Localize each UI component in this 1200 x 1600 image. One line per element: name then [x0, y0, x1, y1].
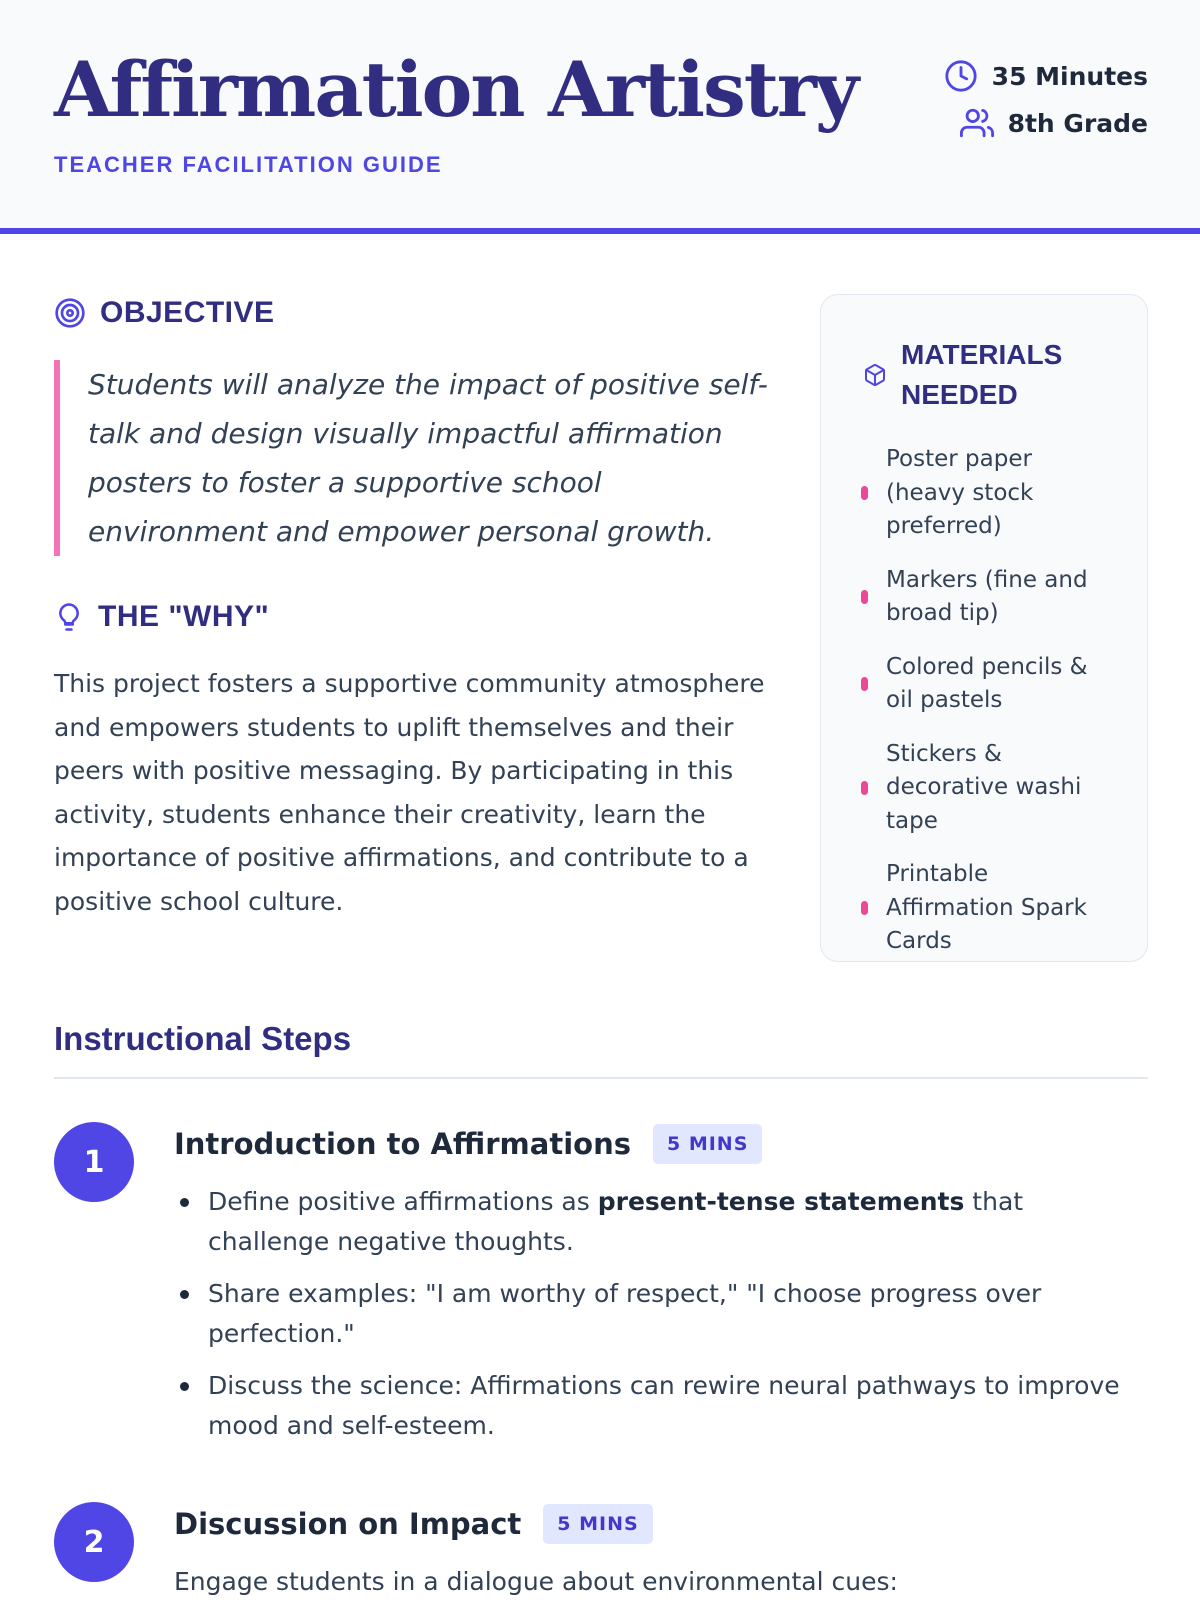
list-item — [861, 738, 1131, 839]
objective-text: Students will analyze the impact of positive self-talk and design visually impactful affirmation posters to foster a supportive school environment and empower personal growth. — [54, 360, 774, 556]
package-icon — [863, 363, 887, 387]
material-label: Markers (fine and broad tip) — [886, 566, 1088, 626]
divider — [54, 1077, 1148, 1079]
step-title: Introduction to Affirmations — [174, 1127, 631, 1161]
material-label: Poster paper (heavy stock preferred) — [886, 446, 1034, 539]
materials-title: MATERIALS NEEDED — [901, 339, 1063, 410]
list-item — [861, 564, 1131, 631]
duration-badge: 5 MINS — [543, 1504, 652, 1544]
step-bullets — [174, 1182, 1134, 1458]
bullet-dot — [861, 677, 868, 691]
step-title: Discussion on Impact — [174, 1507, 522, 1541]
step-header — [174, 1124, 762, 1164]
bullet-dot — [861, 901, 868, 915]
duration-row — [944, 58, 1148, 94]
grade-label: 8th Grade — [1007, 108, 1148, 138]
bullet-dot — [861, 590, 868, 604]
bullet-emphasis: present-tense statements — [597, 1187, 965, 1216]
material-label: Colored pencils & oil pastels — [886, 653, 1088, 713]
materials-card — [820, 294, 1148, 962]
objective-heading — [54, 296, 275, 330]
why-text: This project fosters a supportive community atmosphere and empowers students to uplift themselves and their peers with positive messaging. By participating in this activity, students enhance their creativity, learn the importance of positive affirmations, and contribute to a positive school culture. — [54, 669, 765, 916]
duration-label: 35 Minutes — [991, 61, 1148, 91]
bullet-text: that challenge negative thoughts. — [208, 1187, 1024, 1256]
bullet-text: Define positive affirmations as — [208, 1187, 598, 1216]
bullet-text: Discuss the science: Affirmations can rewire neural pathways to improve mood and self-esteem. — [208, 1371, 1120, 1440]
why-title: THE "WHY" — [98, 600, 270, 633]
bullet-dot — [861, 486, 868, 500]
materials-heading — [863, 335, 1101, 415]
why-heading — [54, 600, 269, 634]
bullet-text: Share examples: "I am worthy of respect," "I choose progress over perfection." — [208, 1279, 1042, 1348]
list-item — [861, 858, 1131, 959]
clock-icon — [944, 59, 978, 93]
steps-heading: Instructional Steps — [54, 1020, 352, 1057]
list-item — [861, 651, 1131, 718]
grade-row — [944, 105, 1148, 141]
list-item — [174, 1274, 1134, 1354]
material-label: Stickers & decorative washi tape — [886, 740, 1082, 834]
lightbulb-icon — [54, 601, 84, 633]
page-title: Affirmation Artistry — [54, 45, 858, 134]
materials-list — [861, 443, 1131, 979]
target-icon — [54, 297, 86, 329]
page-subtitle: TEACHER FACILITATION GUIDE — [54, 152, 443, 177]
bullet-dot — [861, 781, 868, 795]
duration-badge: 5 MINS — [653, 1124, 762, 1164]
step-number-badge: 2 — [54, 1502, 134, 1582]
step-description: Engage students in a dialogue about environmental cues: — [174, 1567, 898, 1596]
step-number-badge: 1 — [54, 1122, 134, 1202]
list-item — [861, 443, 1131, 544]
list-item — [174, 1366, 1134, 1446]
step-header — [174, 1504, 653, 1544]
list-item — [174, 1182, 1134, 1262]
material-label: Printable Affirmation Spark Cards — [886, 861, 1087, 954]
page-header — [0, 0, 1200, 234]
objective-title: OBJECTIVE — [100, 296, 275, 329]
users-icon — [960, 106, 994, 140]
lesson-meta — [944, 58, 1148, 152]
